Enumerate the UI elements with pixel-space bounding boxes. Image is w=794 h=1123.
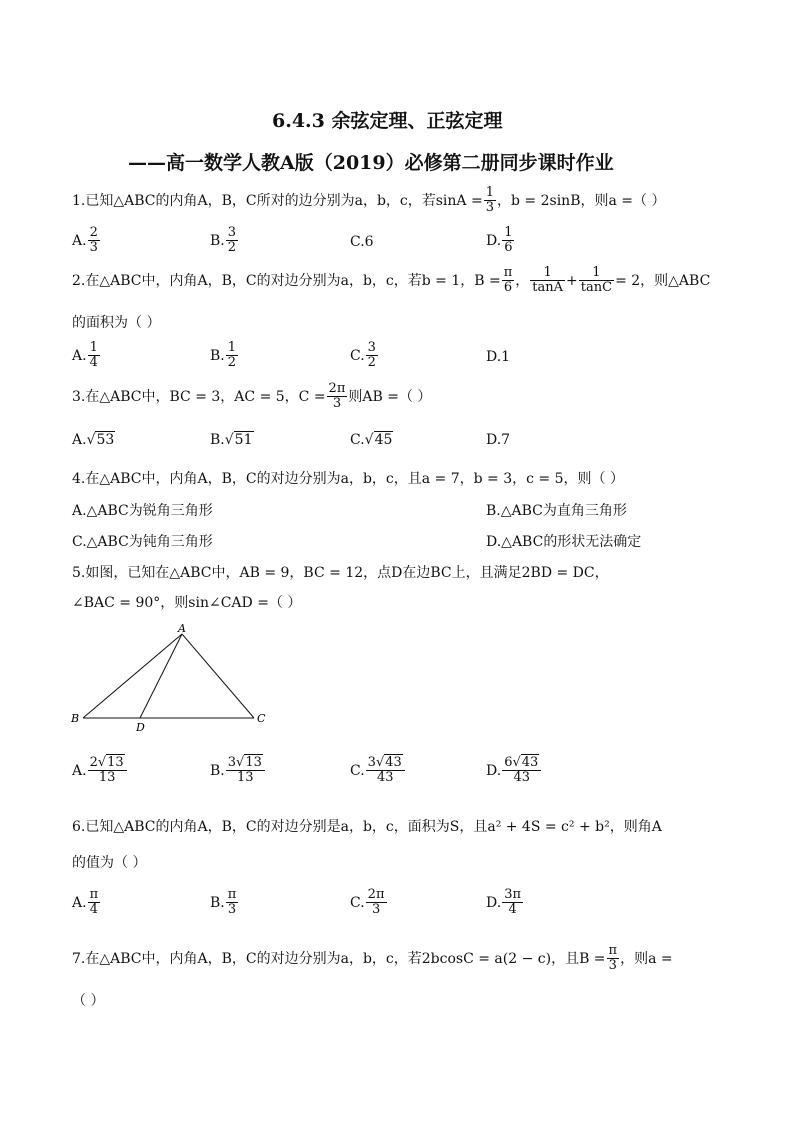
q1-text-b: ，b = 2sinB，则a =（ ） xyxy=(497,192,666,209)
vertex-a-label: A xyxy=(178,622,186,635)
q2-option-c[interactable]: C. $\frac{3}{2}$ xyxy=(350,340,376,371)
question-3: 3.在△ABC中，BC = 3，AC = 5，C = $\frac{2\pi}{3}$ 则AB =（ ） xyxy=(72,381,432,412)
q2-option-b[interactable]: B. $\frac{1}{2}$ xyxy=(210,340,237,371)
vertex-c-label: C xyxy=(257,712,266,725)
vertex-b-label: B xyxy=(71,712,80,725)
q3-option-d[interactable]: D.7 xyxy=(486,432,511,448)
q1-option-c[interactable]: C.6 xyxy=(350,234,374,250)
q1-fraction: $\frac{1}{3}$ xyxy=(485,185,495,216)
q1-option-a[interactable]: A. $\frac{2}{3}$ xyxy=(72,225,98,256)
page-subtitle: ——高一数学人教A版（2019）必修第二册同步课时作业 xyxy=(128,152,614,174)
q6-option-c[interactable]: C. $\frac{2\pi}{3}$ xyxy=(350,887,385,918)
q3-option-a[interactable]: A.√53 xyxy=(72,432,115,448)
question-6: 6.已知△ABC的内角A，B，C的对边分别是a，b，c，面积为S，且a² + 4S = c² + b²，则角A xyxy=(72,819,662,835)
q1-option-b[interactable]: B. $\frac{3}{2}$ xyxy=(210,225,237,256)
q4-option-d[interactable]: D.△ABC的形状无法确定 xyxy=(486,534,642,550)
question-2-line-2: 的面积为（ ） xyxy=(72,315,161,331)
question-4: 4.在△ABC中，内角A，B，C的对边分别为a，b，c，且a = 7，b = 3，c = 5，则（ ） xyxy=(72,471,624,487)
q3-option-c[interactable]: C.√45 xyxy=(350,432,393,448)
question-2: 2.在△ABC中，内角A，B，C的对边分别为a，b，c，若b = 1，B = $\frac{\pi}{6}$ ， $\frac{1}{\tan A}$ + $\frac{1}{\tan C}$ = 2，则△ABC xyxy=(72,265,711,296)
q1-option-d[interactable]: D. $\frac{1}{6}$ xyxy=(486,225,513,256)
question-1 xyxy=(72,186,665,216)
q6-option-d[interactable]: D. $\frac{3\pi}{4}$ xyxy=(486,887,522,918)
q5-option-a[interactable]: A. $\frac{2√13}{13}$ xyxy=(72,756,128,786)
q4-option-b[interactable]: B.△ABC为直角三角形 xyxy=(486,503,627,519)
question-6-line-2: 的值为（ ） xyxy=(72,855,147,871)
side-ab xyxy=(83,634,182,718)
q2-option-a[interactable]: A. $\frac{1}{4}$ xyxy=(72,340,98,371)
q1-text-a: 1.已知△ABC的内角A，B，C所对的边分别为a，b，c，若sinA = xyxy=(72,192,483,209)
q5-option-b[interactable]: B. $\frac{3√13}{13}$ xyxy=(210,756,266,786)
question-5-line-2: ∠BAC = 90°，则sin∠CAD =（ ） xyxy=(72,595,302,611)
q5-option-c[interactable]: C. $\frac{3√43}{43}$ xyxy=(350,756,406,786)
q6-option-a[interactable]: A. $\frac{\pi}{4}$ xyxy=(72,887,99,918)
q2-option-d[interactable]: D.1 xyxy=(486,349,511,365)
side-ac xyxy=(182,634,254,718)
point-d-label: D xyxy=(136,721,145,734)
q6-option-b[interactable]: B. $\frac{\pi}{3}$ xyxy=(210,887,237,918)
question-7: 7.在△ABC中，内角A，B，C的对边分别为a，b，c，若2bcosC = a(2 − c)，且B = $\frac{\pi}{3}$ ，则a = xyxy=(72,943,673,974)
q4-option-c[interactable]: C.△ABC为钝角三角形 xyxy=(72,534,213,550)
q5-option-d[interactable]: D. $\frac{6√43}{43}$ xyxy=(486,756,542,786)
question-5: 5.如图，已知在△ABC中，AB = 9，BC = 12，点D在边BC上，且满足2BD = DC， xyxy=(72,565,609,581)
triangle-figure xyxy=(68,620,278,735)
segment-ad xyxy=(140,634,182,718)
q4-option-a[interactable]: A.△ABC为锐角三角形 xyxy=(72,503,213,519)
page-title: 6.4.3 余弦定理、正弦定理 xyxy=(272,110,503,132)
question-7-line-2: （ ） xyxy=(72,993,105,1009)
q3-option-b[interactable]: B.√51 xyxy=(210,432,253,448)
